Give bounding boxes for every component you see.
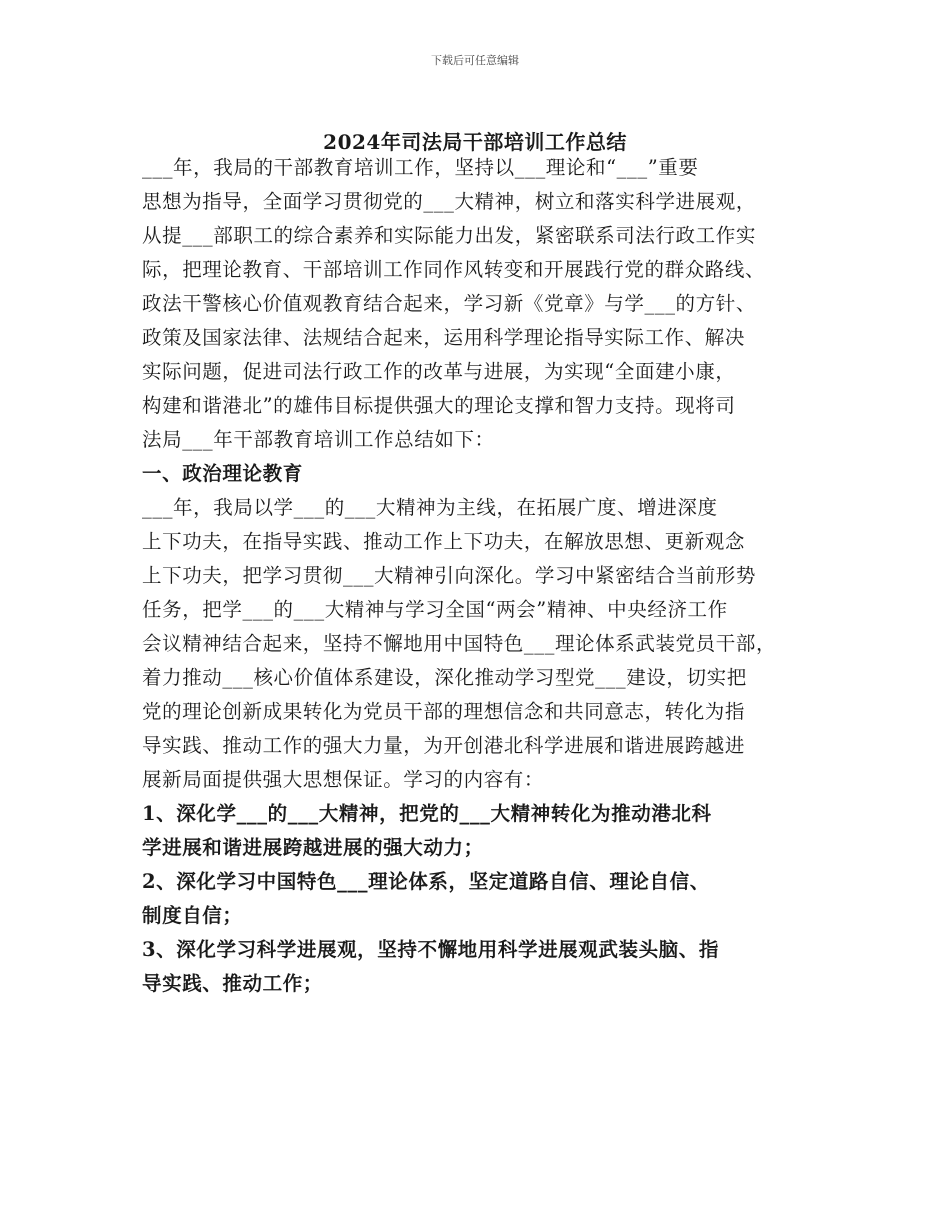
body-line: ___年，我局的干部教育培训工作，坚持以___理论和“___”重要 — [142, 156, 699, 179]
body-line: 构建和谐港北”的雄伟目标提供强大的理论支撑和智力支持。现将司 — [142, 394, 736, 417]
body-line: 展新局面提供强大思想保证。学习的内容有： — [142, 768, 545, 791]
body-line: 际，把理论教育、干部培训工作同作风转变和开展践行党的群众路线、 — [142, 258, 766, 281]
body-line: 会议精神结合起来，坚持不懈地用中国特色___理论体系武装党员干部， — [142, 632, 777, 655]
section-heading: 一、政治理论教育 — [142, 462, 303, 485]
list-item: 导实践、推动工作； — [142, 972, 323, 995]
document-title: 2024年司法局干部培训工作总结 — [323, 130, 627, 154]
list-item: 学进展和谐进展跨越进展的强大动力； — [142, 836, 484, 859]
body-line: 上下功夫，把学习贯彻___大精神引向深化。学习中紧密结合当前形势 — [142, 564, 756, 587]
list-item: 1、深化学___的___大精神，把党的___大精神转化为推动港北科 — [142, 802, 712, 825]
body-line: 实际问题，促进司法行政工作的改革与进展，为实现“全面建小康， — [142, 360, 736, 383]
body-line: 政策及国家法律、法规结合起来，运用科学理论指导实际工作、解决 — [142, 326, 746, 349]
list-item: 3、深化学习科学进展观，坚持不懈地用科学进展观武装头脑、指 — [142, 938, 719, 961]
header-note: 下载后可任意编辑 — [431, 54, 519, 67]
body-line: 上下功夫，在指导实践、推动工作上下功夫，在解放思想、更新观念 — [142, 530, 746, 553]
body-line: 着力推动___核心价值体系建设，深化推动学习型党___建设，切实把 — [142, 666, 747, 689]
body-line: ___年，我局以学___的___大精神为主线，在拓展广度、增进深度 — [142, 496, 718, 519]
body-line: 法局___年干部教育培训工作总结如下： — [142, 428, 495, 451]
body-line: 从提___部职工的综合素养和实际能力出发，紧密联系司法行政工作实 — [142, 224, 756, 247]
body-line: 任务，把学___的___大精神与学习全国“两会”精神、中央经济工作 — [142, 598, 728, 621]
body-line: 党的理论创新成果转化为党员干部的理想信念和共同意志，转化为指 — [142, 700, 746, 723]
body-line: 导实践、推动工作的强大力量，为开创港北科学进展和谐进展跨越进 — [142, 734, 746, 757]
body-line: 政法干警核心价值观教育结合起来，学习新《党章》与学___的方针、 — [142, 292, 756, 315]
list-item: 制度自信； — [142, 904, 243, 927]
list-item: 2、深化学习中国特色___理论体系，坚定道路自信、理论自信、 — [142, 870, 710, 893]
body-line: 思想为指导，全面学习贯彻党的___大精神，树立和落实科学进展观， — [142, 190, 756, 213]
